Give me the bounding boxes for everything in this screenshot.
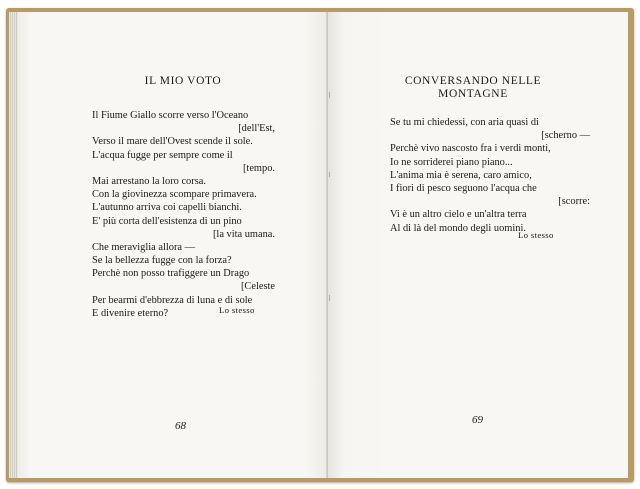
poem-line: Perchè non posso trafiggere un Drago xyxy=(92,268,250,280)
poem-line-continuation: [scorre: xyxy=(558,196,590,208)
poem-line: E' più corta dell'esistenza di un pino xyxy=(92,215,242,227)
poem-line-continuation: [Celeste xyxy=(240,281,275,293)
gutter-fold-mark xyxy=(329,92,330,98)
poem-line: Se tu mi chiedessi, con aria quasi di xyxy=(390,117,539,128)
poem-line-continuation: [dell'Est, xyxy=(238,123,275,135)
right-page-number: 69 xyxy=(472,414,483,426)
poem-line: Perchè vivo nascosto fra i verdi monti, xyxy=(390,143,551,155)
poem-line: Il Fiume Giallo scorre verso l'Oceano xyxy=(92,110,249,121)
left-page-author: Lo stesso xyxy=(219,305,255,315)
right-page-author: Lo stesso xyxy=(518,230,554,240)
stacked-page-edges xyxy=(9,12,18,478)
poem-line: Che meraviglia allora — xyxy=(92,241,196,253)
poem-line: E divenire eterno? xyxy=(92,307,169,319)
poem-line: Mai arrestano la loro corsa. xyxy=(92,175,206,187)
poem-line: I fiori di pesco seguono l'acqua che xyxy=(390,182,537,194)
gutter-fold-mark xyxy=(329,295,330,301)
poem-line-continuation: [scherno — xyxy=(541,130,590,142)
right-page-title-line-2: MONTAGNE xyxy=(438,88,508,100)
poem-line: L'autunno arriva coi capelli bianchi. xyxy=(92,202,242,214)
right-page-title-line-1: CONVERSANDO NELLE xyxy=(404,75,542,87)
right-poem-body xyxy=(390,116,590,235)
poem-line-continuation: [la vita umana. xyxy=(212,228,275,240)
right-page xyxy=(328,12,628,478)
poem-line-continuation: [tempo. xyxy=(242,162,275,174)
poem-line: L'anima mia è serena, caro amico, xyxy=(390,169,532,181)
poem-line: Per bearmi d'ebbrezza di luna e di sole xyxy=(92,294,253,306)
poem-line: Se la bellezza fugge con la forza? xyxy=(92,255,232,267)
poem-line: Vi è un altro cielo e un'altra terra xyxy=(390,209,527,221)
left-page-title: IL MIO VOTO xyxy=(144,75,222,87)
poem-line: Verso il mare dell'Ovest scende il sole. xyxy=(92,136,253,148)
gutter-fold-mark xyxy=(329,172,330,177)
left-poem-body xyxy=(92,109,275,320)
poem-line: Io ne sorriderei piano piano... xyxy=(390,156,513,168)
poem-line: Al di là del mondo degli uomini. xyxy=(390,222,526,234)
poem-line: Con la giovinezza scompare primavera. xyxy=(92,189,257,201)
left-page-number: 68 xyxy=(175,420,186,432)
poem-line: L'acqua fugge per sempre come il xyxy=(92,149,233,161)
left-page xyxy=(18,12,328,478)
right-page-title xyxy=(358,75,588,101)
